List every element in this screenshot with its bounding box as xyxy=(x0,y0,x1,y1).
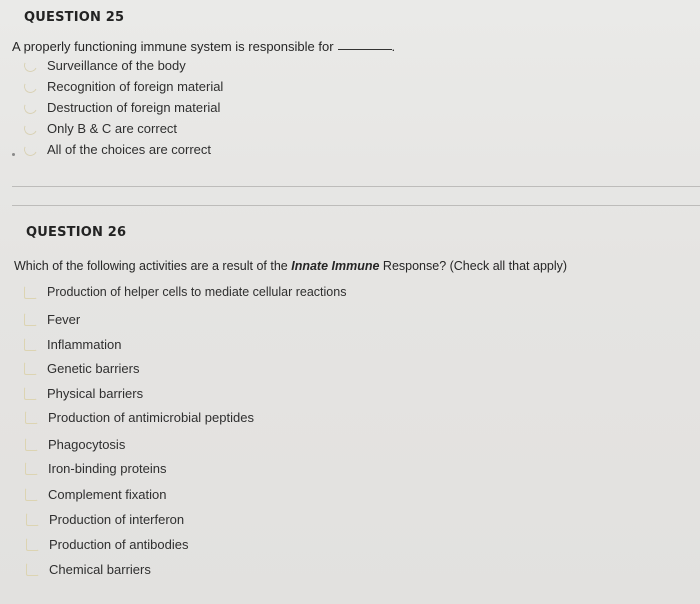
choice-label: Iron-binding proteins xyxy=(48,460,167,476)
prompt-text-end: Response? (Check all that apply) xyxy=(379,259,568,273)
question-prompt xyxy=(12,39,395,54)
question-26 xyxy=(0,210,700,604)
checkbox[interactable] xyxy=(24,313,37,326)
choice-label: Chemical barriers xyxy=(49,561,151,577)
checkbox[interactable] xyxy=(26,513,39,526)
choice-label: Production of helper cells to mediate cellular reactions xyxy=(47,285,347,299)
radio-button[interactable] xyxy=(22,78,39,95)
checkbox[interactable] xyxy=(26,538,39,551)
choice-label: Genetic barriers xyxy=(47,360,140,376)
checkbox[interactable] xyxy=(26,563,39,576)
checkbox-item-1[interactable] xyxy=(24,283,346,301)
choice-label: Production of antimicrobial peptides xyxy=(48,409,254,425)
checkbox[interactable] xyxy=(25,438,38,451)
checkbox[interactable] xyxy=(24,286,37,299)
checkbox[interactable] xyxy=(25,411,38,424)
choice-label: Complement fixation xyxy=(48,486,167,502)
checkbox[interactable] xyxy=(24,362,37,375)
choice-label: Surveillance of the body xyxy=(47,57,186,73)
choice-a[interactable] xyxy=(24,56,186,74)
choice-label: Production of antibodies xyxy=(49,536,189,552)
choice-c[interactable] xyxy=(24,98,220,116)
question-prompt-text: A properly functioning immune system is responsible for xyxy=(12,39,334,54)
question-title: QUESTION 25 xyxy=(24,10,125,25)
question-prompt xyxy=(14,259,567,273)
checkbox-item-10[interactable] xyxy=(26,510,184,528)
checkbox-item-5[interactable] xyxy=(24,384,143,402)
choice-label: Fever xyxy=(47,311,81,327)
prompt-text: Which of the following activities are a result of the xyxy=(14,259,292,273)
section-divider xyxy=(12,186,700,187)
question-title: QUESTION 26 xyxy=(26,225,127,240)
checkbox-item-2[interactable] xyxy=(24,310,80,328)
checkbox-item-12[interactable] xyxy=(26,560,151,578)
choice-label: Destruction of foreign material xyxy=(47,99,221,115)
prompt-emphasis: Innate Immune xyxy=(291,259,380,273)
checkbox[interactable] xyxy=(25,488,38,501)
question-prompt-end: . xyxy=(391,39,396,54)
choice-label: Inflammation xyxy=(47,336,122,352)
checkbox-item-8[interactable] xyxy=(25,459,167,477)
checkbox[interactable] xyxy=(24,387,37,400)
checkbox-item-7[interactable] xyxy=(25,435,125,453)
choice-label: Physical barriers xyxy=(47,385,144,401)
radio-button[interactable] xyxy=(22,57,39,74)
checkbox[interactable] xyxy=(25,462,38,475)
question-25 xyxy=(0,0,700,190)
choice-label: Production of interferon xyxy=(49,511,185,527)
choice-b[interactable] xyxy=(24,77,223,95)
checkbox-item-3[interactable] xyxy=(24,335,121,353)
checkbox-item-6[interactable] xyxy=(25,408,254,426)
checkbox-item-4[interactable] xyxy=(24,359,139,377)
radio-button[interactable] xyxy=(22,99,39,116)
section-divider xyxy=(12,205,700,206)
choice-d[interactable] xyxy=(24,119,177,137)
choice-label: Only B & C are correct xyxy=(47,120,178,136)
choice-label: Recognition of foreign material xyxy=(47,78,224,94)
checkbox-item-11[interactable] xyxy=(26,535,188,553)
checkbox[interactable] xyxy=(24,338,37,351)
radio-button[interactable] xyxy=(22,141,39,158)
choice-label: Phagocytosis xyxy=(48,436,126,452)
choice-e[interactable] xyxy=(24,140,211,158)
focus-dot-icon xyxy=(12,153,15,156)
answer-blank xyxy=(338,49,392,50)
radio-button[interactable] xyxy=(22,120,39,137)
choice-label: All of the choices are correct xyxy=(47,141,212,157)
checkbox-item-9[interactable] xyxy=(25,485,167,503)
